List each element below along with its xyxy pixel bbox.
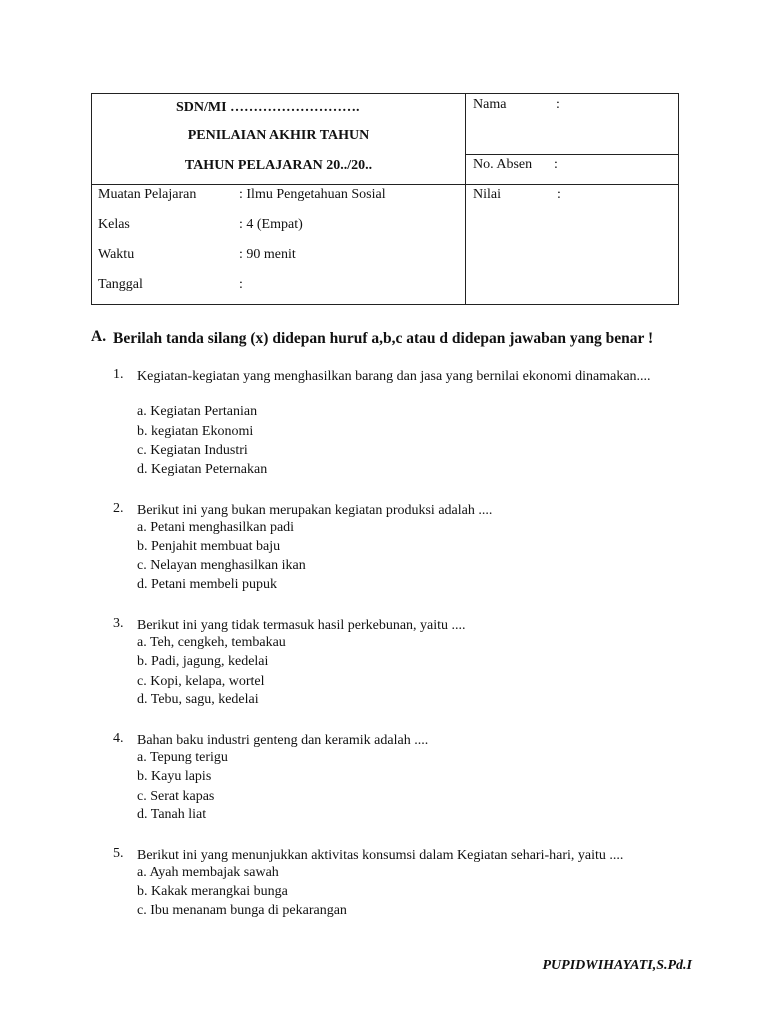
field-colon: : — [557, 187, 561, 202]
field-colon: : — [554, 157, 558, 172]
answer-option: d. Kegiatan Peternakan — [137, 462, 268, 477]
info-label-date: Tanggal — [98, 277, 143, 292]
answer-option: a. Ayah membajak sawah — [137, 865, 279, 880]
field-label-nilai: Nilai — [473, 187, 501, 202]
question-number: 1. — [113, 367, 124, 382]
info-value-class: : 4 (Empat) — [239, 217, 303, 232]
answer-option: d. Tanah liat — [137, 807, 207, 822]
table-divider — [465, 184, 679, 185]
question-text: Bahan baku industri genteng dan keramik adalah .... — [137, 733, 429, 748]
answer-option: a. Kegiatan Pertanian — [137, 404, 258, 419]
header-table — [91, 93, 679, 305]
info-value-time: : 90 menit — [239, 247, 296, 262]
answer-option: c. Kegiatan Industri — [137, 443, 248, 458]
field-label-no-absen: No. Absen — [473, 157, 533, 172]
answer-option: b. Padi, jagung, kedelai — [137, 654, 269, 669]
field-label-nama: Nama — [473, 97, 507, 112]
exam-title: PENILAIAN AKHIR TAHUN — [187, 128, 370, 143]
school-line: SDN/MI ………………………. — [176, 100, 360, 115]
answer-option: d. Tebu, sagu, kedelai — [137, 692, 259, 707]
question-number: 3. — [113, 616, 124, 631]
answer-option: b. Kakak merangkai bunga — [137, 884, 288, 899]
author-footer: PUPIDWIHAYATI,S.Pd.I — [542, 958, 692, 973]
question-text: Kegiatan-kegiatan yang menghasilkan barang dan jasa yang bernilai ekonomi dinamakan.... — [137, 369, 651, 384]
field-colon: : — [556, 97, 560, 112]
question-number: 5. — [113, 846, 124, 861]
answer-option: c. Serat kapas — [137, 789, 215, 804]
table-divider — [92, 184, 465, 185]
question-text: Berikut ini yang menunjukkan aktivitas konsumsi dalam Kegiatan sehari-hari, yaitu .... — [137, 848, 624, 863]
info-value-date: : — [239, 277, 243, 292]
question-text: Berikut ini yang bukan merupakan kegiatan produksi adalah .... — [137, 503, 493, 518]
question-text: Berikut ini yang tidak termasuk hasil perkebunan, yaitu .... — [137, 618, 466, 633]
section-letter: A. — [91, 328, 107, 345]
year-line: TAHUN PELAJARAN 20../20.. — [184, 158, 373, 173]
answer-option: b. Penjahit membuat baju — [137, 539, 281, 554]
answer-option: d. Petani membeli pupuk — [137, 577, 277, 592]
info-value-subject: : Ilmu Pengetahuan Sosial — [239, 187, 386, 202]
question-number: 2. — [113, 501, 124, 516]
answer-option: c. Kopi, kelapa, wortel — [137, 674, 265, 689]
answer-option: a. Petani menghasilkan padi — [137, 520, 295, 535]
answer-option: a. Teh, cengkeh, tembakau — [137, 635, 286, 650]
section-instruction: Berilah tanda silang (x) didepan huruf a,b,c atau d didepan jawaban yang benar ! — [113, 330, 654, 347]
info-label-class: Kelas — [98, 217, 130, 232]
answer-option: b. kegiatan Ekonomi — [137, 424, 254, 439]
answer-option: a. Tepung terigu — [137, 750, 228, 765]
answer-option: b. Kayu lapis — [137, 769, 212, 784]
question-number: 4. — [113, 731, 124, 746]
table-divider — [465, 94, 466, 304]
answer-option: c. Nelayan menghasilkan ikan — [137, 558, 306, 573]
info-label-time: Waktu — [98, 247, 135, 262]
answer-option: c. Ibu menanam bunga di pekarangan — [137, 903, 347, 918]
info-label-subject: Muatan Pelajaran — [98, 187, 197, 202]
table-divider — [465, 154, 679, 155]
